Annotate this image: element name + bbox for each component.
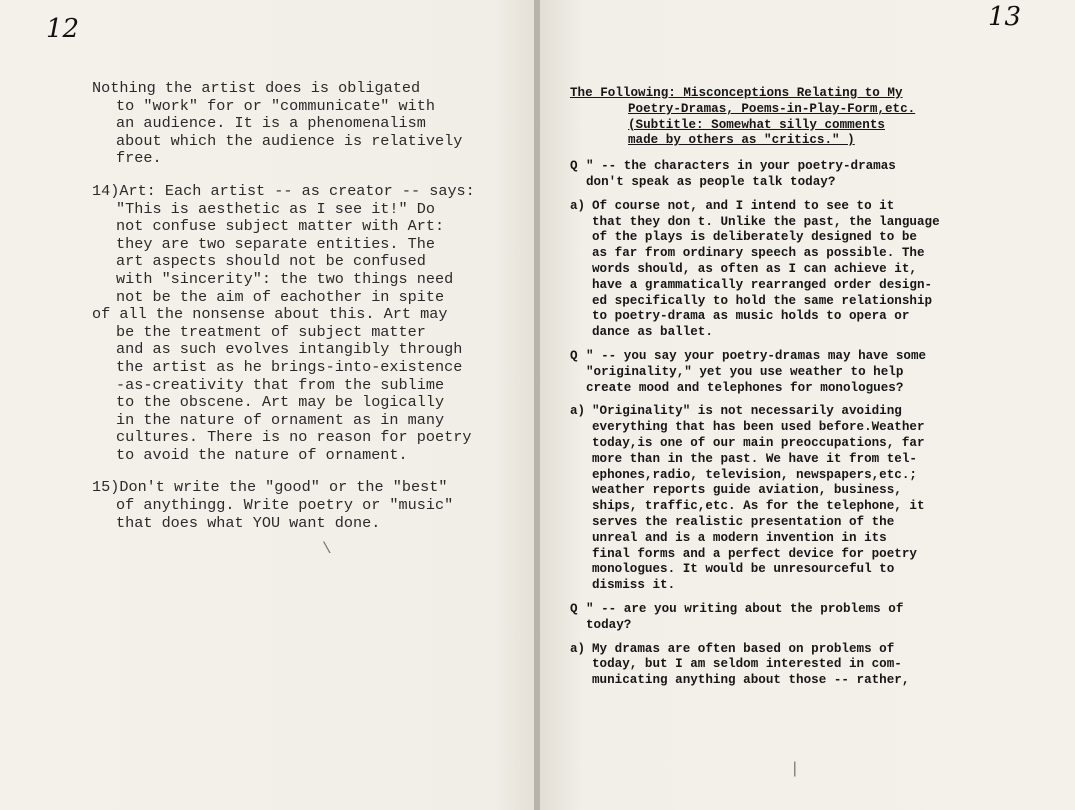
answer-line: weather reports guide aviation, business, <box>592 483 902 498</box>
answer-line: ephones,radio, television, newspapers,etc.; <box>592 467 917 482</box>
left-line: about which the audience is relatively <box>116 131 463 150</box>
answer-line: ed specifically to hold the same relationship <box>592 293 933 308</box>
answer-line: that they don t. Unlike the past, the language <box>592 214 940 229</box>
heading-line: (Subtitle: Somewhat silly comments <box>628 117 885 132</box>
answer-line: today,is one of our main preoccupations, far <box>592 435 925 450</box>
answer-line: municating anything about those -- rather, <box>592 673 910 688</box>
answer-line: Of course not, and I intend to see to it <box>592 198 895 213</box>
question-label: Q <box>570 159 578 174</box>
heading-line: The Following: Misconceptions Relating to My <box>570 86 903 100</box>
right-page-text <box>570 86 962 689</box>
answer-label: a) <box>570 641 586 656</box>
left-line: of anythingg. Write poetry or "music" <box>116 496 454 515</box>
heading-line: made by others as "critics." ) <box>628 133 855 148</box>
left-line: that does what YOU want done. <box>116 513 381 532</box>
left-line: with "sincerity": the two things need <box>116 269 454 288</box>
left-line: the artist as he brings-into-existence <box>116 357 463 376</box>
section-heading <box>570 86 962 149</box>
left-line: be the treatment of subject matter <box>116 322 426 341</box>
answer-line: more than in the past. We have it from tel- <box>592 451 917 466</box>
right-page <box>540 0 1075 810</box>
pen-mark: | <box>790 760 800 778</box>
left-page-text <box>92 80 522 532</box>
left-line: they are two separate entities. The <box>116 234 435 253</box>
left-page <box>0 0 536 810</box>
answer-line: words should, as often as I can achieve it, <box>592 261 917 276</box>
answer-line: monologues. It would be unresourceful to <box>592 562 895 577</box>
answer-line: My dramas are often based on problems of <box>592 641 895 656</box>
question <box>570 602 962 634</box>
right-page-number: 13 <box>988 2 1022 32</box>
question-line: don't speak as people talk today? <box>586 174 836 189</box>
left-line: of all the nonsense about this. Art may <box>92 305 448 324</box>
left-line: to "work" for or "communicate" with <box>116 96 435 115</box>
left-line: and as such evolves intangibly through <box>116 340 463 359</box>
heading-line: Poetry-Dramas, Poems-in-Play-Form,etc. <box>628 101 916 116</box>
question-line: create mood and telephones for monologues? <box>586 380 904 395</box>
question-line: " -- you say your poetry-dramas may have some <box>586 348 927 363</box>
answer-line: today, but I am seldom interested in com- <box>592 657 902 672</box>
answer-line: of the plays is deliberately designed to be <box>592 230 917 245</box>
question-label: Q <box>570 348 578 363</box>
question-line: " -- the characters in your poetry-dramas <box>586 159 896 174</box>
question-label: Q <box>570 601 578 616</box>
left-line: Nothing the artist does is obligated <box>92 79 421 97</box>
question <box>570 349 962 396</box>
left-line: "This is aesthetic as I see it!" Do <box>116 199 435 218</box>
left-line: not be the aim of eachother in spite <box>116 287 445 306</box>
question-line: "originality," yet you use weather to help <box>586 364 904 379</box>
left-line: cultures. There is no reason for poetry <box>116 428 472 447</box>
answer-line: have a grammatically rearranged order design- <box>592 277 933 292</box>
answer-line: unreal and is a modern invention in its <box>592 530 887 545</box>
question-line: " -- are you writing about the problems of <box>586 601 904 616</box>
question <box>570 159 962 191</box>
left-line: -as-creativity that from the sublime <box>116 375 445 394</box>
answer-line: as far from ordinary speech as possible. The <box>592 246 925 261</box>
left-line: not confuse subject matter with Art: <box>116 217 445 236</box>
left-line: free. <box>116 149 162 168</box>
answer-line: dismiss it. <box>592 578 676 593</box>
answer <box>570 404 962 594</box>
left-line: in the nature of ornament as in many <box>116 410 445 429</box>
answer <box>570 199 962 341</box>
pen-mark: \ <box>322 540 332 558</box>
left-line: art aspects should not be confused <box>116 252 426 271</box>
left-line: to avoid the nature of ornament. <box>116 445 408 464</box>
left-line: 14)Art: Each artist -- as creator -- says: <box>92 181 475 200</box>
left-line: to the obscene. Art may be logically <box>116 393 445 412</box>
answer-line: "Originality" is not necessarily avoiding <box>592 404 902 419</box>
left-line: an audience. It is a phenomenalism <box>116 114 426 133</box>
answer-line: serves the realistic presentation of the <box>592 514 895 529</box>
answer <box>570 642 962 689</box>
answer-line: final forms and a perfect device for poetry <box>592 546 917 561</box>
answer-line: dance as ballet. <box>592 325 713 340</box>
question-line: today? <box>586 617 632 632</box>
answer-line: everything that has been used before.Weather <box>592 420 925 435</box>
left-page-number: 12 <box>46 14 80 44</box>
answer-line: ships, traffic,etc. As for the telephone, it <box>592 499 925 514</box>
answer-line: to poetry-drama as music holds to opera or <box>592 309 910 324</box>
answer-label: a) <box>570 404 586 419</box>
left-line: 15)Don't write the "good" or the "best" <box>92 478 448 497</box>
answer-label: a) <box>570 198 586 213</box>
